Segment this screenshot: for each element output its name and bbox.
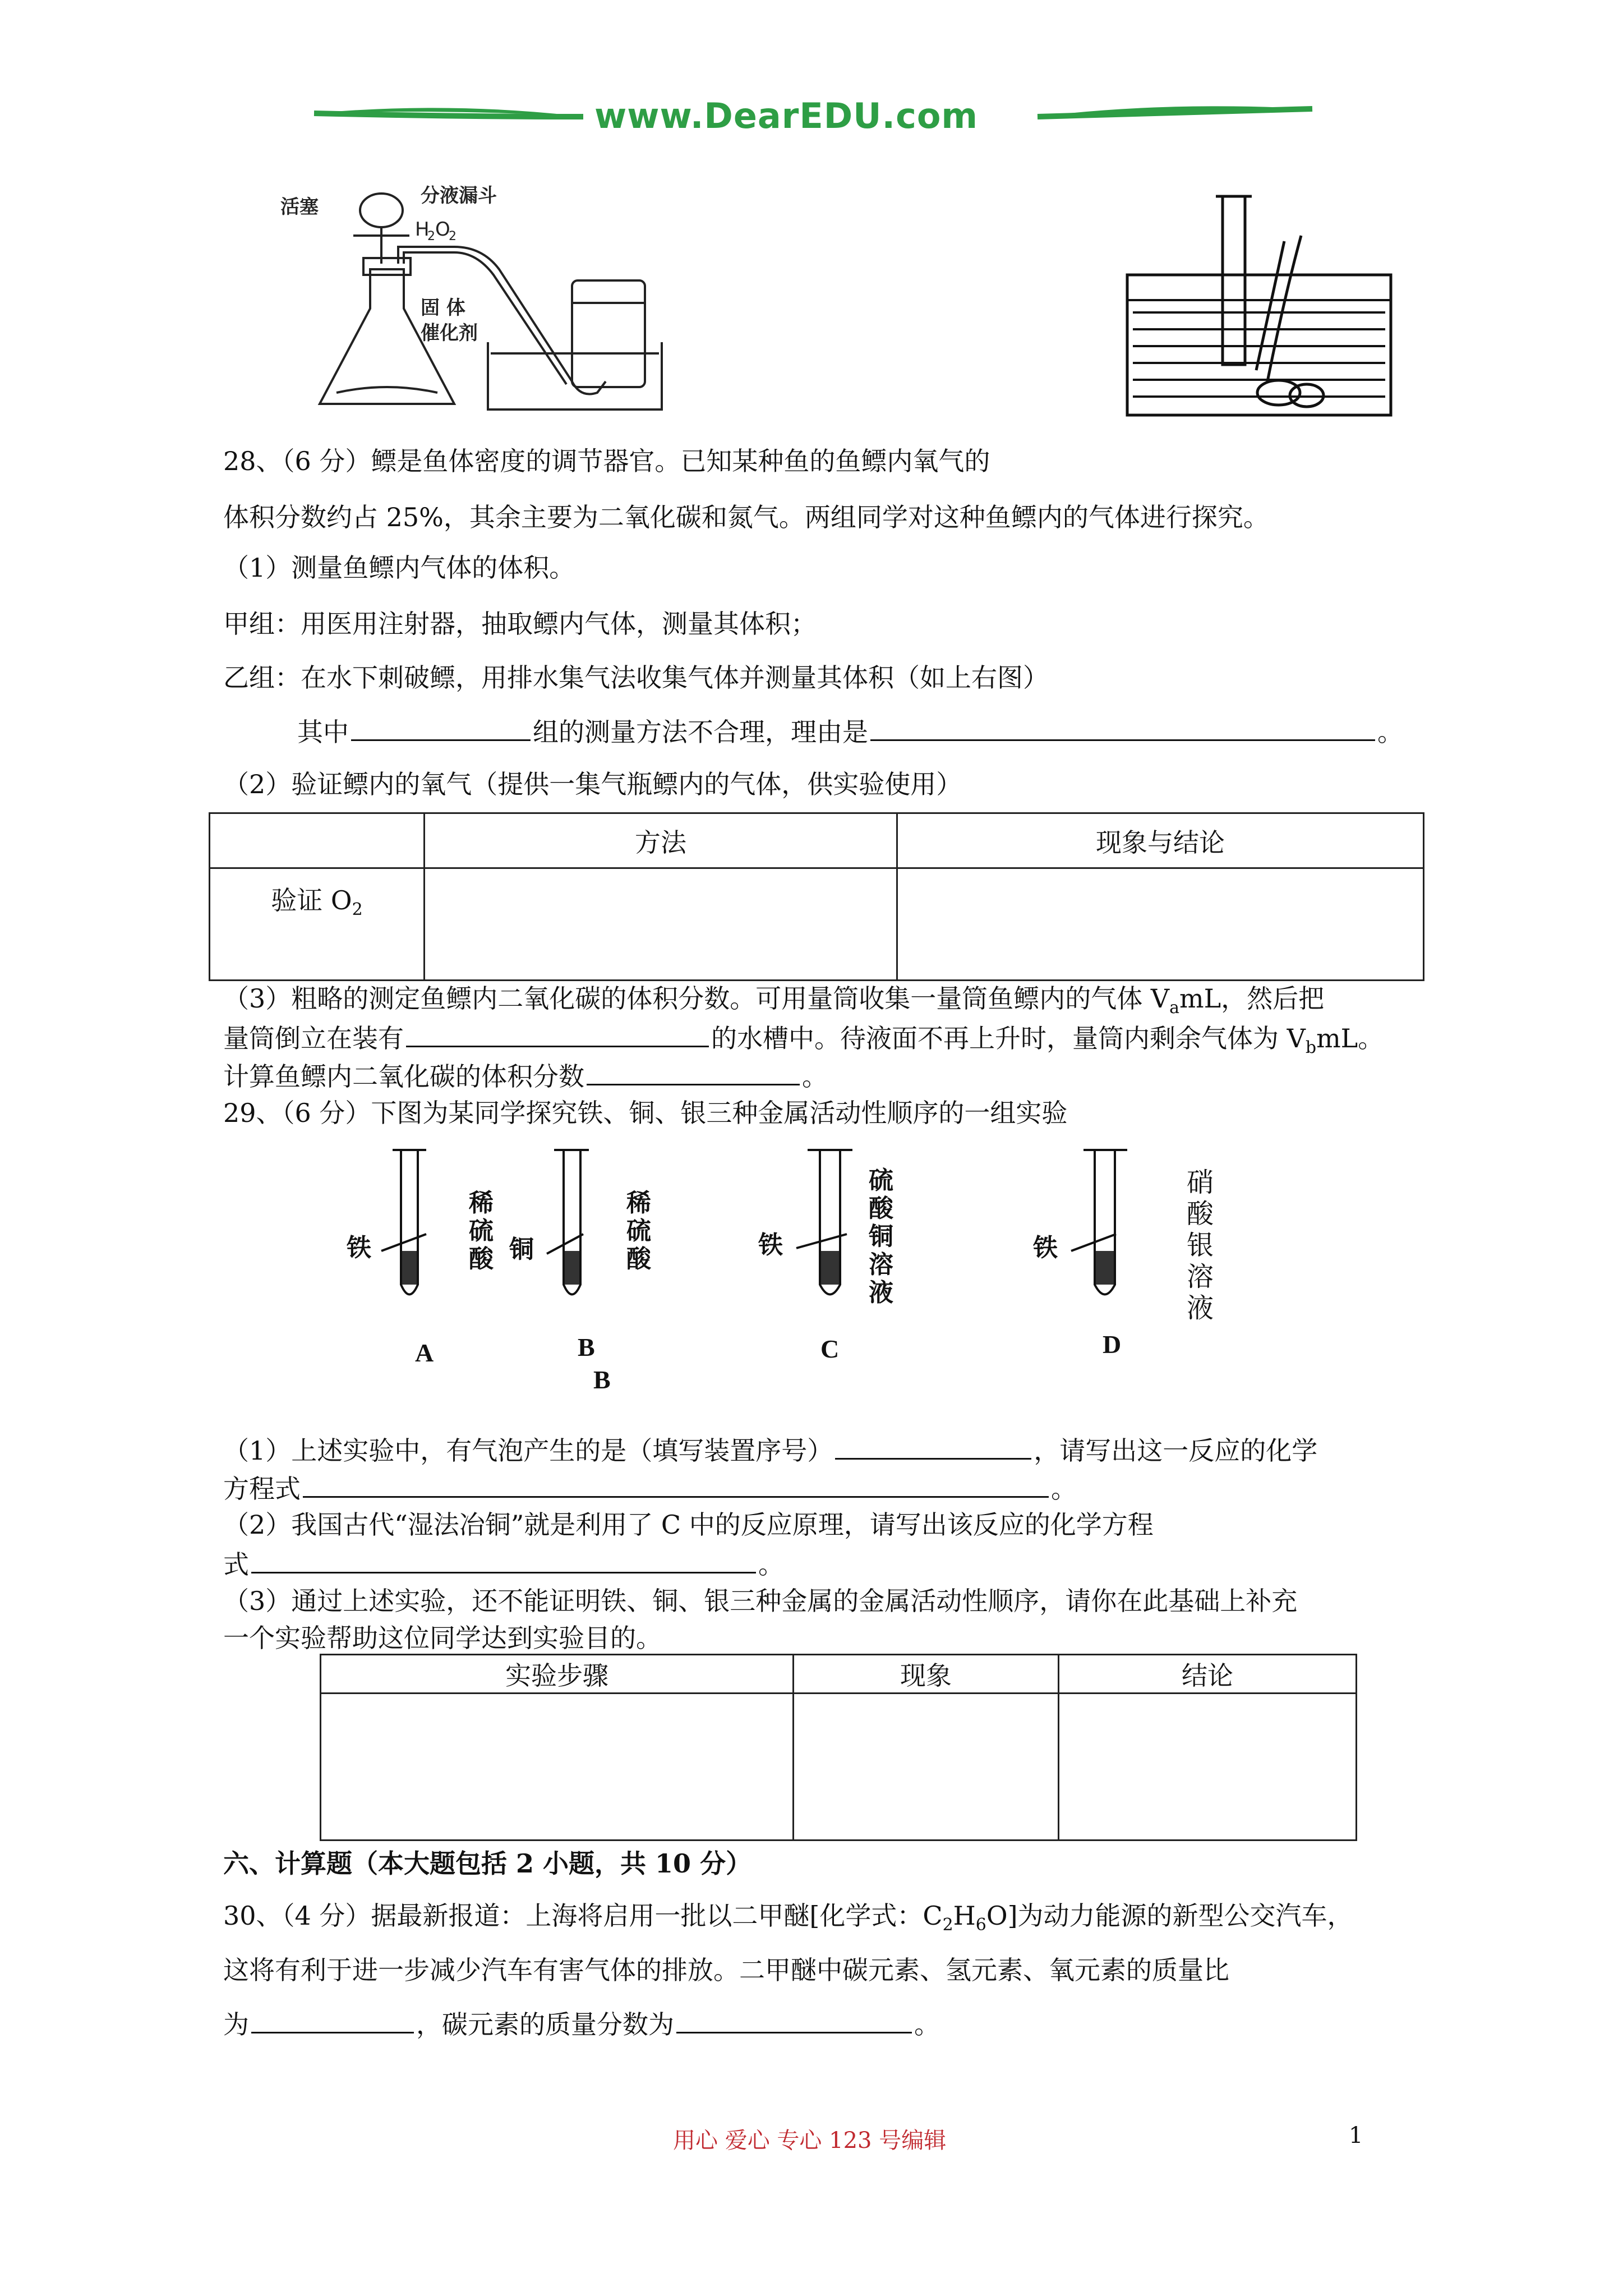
tube-d-solution: 硝酸银溶液: [1187, 1167, 1214, 1324]
tube-a-solution: 稀硫酸: [469, 1189, 494, 1273]
fish-bladder-figure: [1116, 185, 1408, 426]
table-cell-conclusion[interactable]: [1059, 1694, 1357, 1841]
q28-yi: 乙组：在水下刺破鳔，用排水集气法收集气体并测量其体积（如上右图）: [223, 662, 1049, 693]
answer-blank[interactable]: [406, 1020, 709, 1047]
q29-part1-line2: 方程式 。: [223, 1470, 1077, 1506]
table-row-label: 验证 $O_2$: [210, 868, 425, 981]
table-corner: [210, 813, 425, 868]
table-header-method: 方法: [425, 813, 897, 868]
q28-question: 其中 组的测量方法不合理，理由是 。: [297, 714, 1403, 749]
table-header-phenomenon: 现象: [794, 1655, 1059, 1694]
table-cell-result[interactable]: [897, 868, 1424, 981]
test-tubes-figure: [0, 1133, 1623, 1324]
q28-jia: 甲组：用医用注射器，抽取鳔内气体，测量其体积；: [223, 609, 817, 639]
q28-part1: （1）测量鱼鳔内气体的体积。: [223, 553, 575, 583]
table-header-step: 实验步骤: [321, 1655, 794, 1694]
apparatus-figure: [269, 180, 695, 426]
answer-blank[interactable]: [351, 714, 531, 741]
tube-c-letter: C: [820, 1335, 840, 1363]
svg-text:固 体: 固 体: [421, 297, 465, 319]
funnel-label: 分液漏斗: [421, 185, 497, 207]
stopcock-label: 活塞: [280, 196, 319, 218]
svg-text:2: 2: [449, 229, 457, 243]
q28-part3-line2: 量筒倒立在装有 的水槽中。待液面不再上升时，量筒内剩余气体为 $V_bmL$。: [223, 1020, 1384, 1065]
q28-line1: 28、（6 分）鳔是鱼体密度的调节器官。已知某种鱼的鱼鳔内氧气的: [223, 446, 990, 476]
q29-part1-line1: （1）上述实验中，有气泡产生的是（填写装置序号） ，请写出这一反应的化学: [223, 1432, 1317, 1467]
answer-blank[interactable]: [303, 1470, 1049, 1498]
tube-d-metal: 铁: [1033, 1234, 1058, 1262]
table-cell-phenomenon[interactable]: [794, 1694, 1059, 1841]
site-logo: www.DearEDU.com: [594, 95, 979, 136]
tube-b-metal: 铜: [509, 1235, 534, 1264]
svg-text:H: H: [415, 218, 430, 241]
answer-blank[interactable]: [835, 1432, 1031, 1460]
tube-b-letter-extra: B: [593, 1365, 611, 1394]
q29-part3-line2: 一个实验帮助这位同学达到实验目的。: [223, 1623, 662, 1653]
tube-c-metal: 铁: [758, 1231, 783, 1259]
answer-blank[interactable]: [676, 2006, 912, 2033]
page-number: 1: [1349, 2123, 1363, 2148]
table-cell-method[interactable]: [425, 868, 897, 981]
q28-table: [209, 812, 1424, 981]
tube-a-letter: A: [415, 1338, 434, 1367]
tube-d-letter: D: [1103, 1330, 1122, 1359]
q29-part2-line1: （2）我国古代“湿法冶铜”就是利用了 C 中的反应原理，请写出该反应的化学方程: [223, 1510, 1154, 1540]
footer-text: 用心 爱心 专心 123 号编辑: [673, 2128, 947, 2154]
answer-blank[interactable]: [587, 1058, 800, 1085]
table-header-conclusion: 结论: [1059, 1655, 1357, 1694]
svg-text:催化剂: 催化剂: [421, 322, 478, 344]
svg-text:O: O: [435, 218, 450, 241]
tube-b-solution: 稀硫酸: [626, 1189, 651, 1273]
svg-text:2: 2: [427, 229, 435, 243]
q29-part2-line2: 式 。: [223, 1546, 784, 1581]
answer-blank[interactable]: [870, 714, 1375, 741]
q30-line1: 30、（4 分）据最新报道：上海将启用一批以二甲醚[化学式：$C_2H_6O$]为动力能源的新型公交汽车，: [223, 1901, 1353, 1935]
tube-c-solution: 硫酸铜溶液: [869, 1166, 893, 1307]
q29-title: 29、（6 分）下图为某同学探究铁、铜、银三种金属活动性顺序的一组实验: [223, 1098, 1068, 1128]
q28-part3-line3: 计算鱼鳔内二氧化碳的体积分数 。: [223, 1058, 828, 1093]
q29-table: [320, 1654, 1357, 1841]
q30-line3: 为 ，碳元素的质量分数为 。: [223, 2006, 940, 2041]
section6-title: 六、计算题（本大题包括 2 小题，共 10 分）: [223, 1848, 752, 1879]
q28-part3-line1: （3）粗略的测定鱼鳔内二氧化碳的体积分数。可用量筒收集一量筒鱼鳔内的气体 $V_amL$，然后把: [223, 983, 1325, 1018]
q28-part2: （2）验证鳔内的氧气（提供一集气瓶鳔内的气体，供实验使用）: [223, 769, 962, 799]
tube-b-letter: B: [578, 1333, 595, 1361]
q30-line2: 这将有利于进一步减少汽车有害气体的排放。二甲醚中碳元素、氢元素、氧元素的质量比: [223, 1955, 1229, 1985]
q29-part3-line1: （3）通过上述实验，还不能证明铁、铜、银三种金属的金属活动性顺序，请你在此基础上补充: [223, 1586, 1298, 1616]
tube-a-metal: 铁: [347, 1234, 371, 1262]
q28-line2: 体积分数约占 25%，其余主要为二氧化碳和氮气。两组同学对这种鱼鳔内的气体进行探究。: [223, 502, 1269, 532]
answer-blank[interactable]: [251, 2006, 414, 2033]
table-cell-step[interactable]: [321, 1694, 794, 1841]
answer-blank[interactable]: [251, 1546, 756, 1573]
table-header-result: 现象与结论: [897, 813, 1424, 868]
